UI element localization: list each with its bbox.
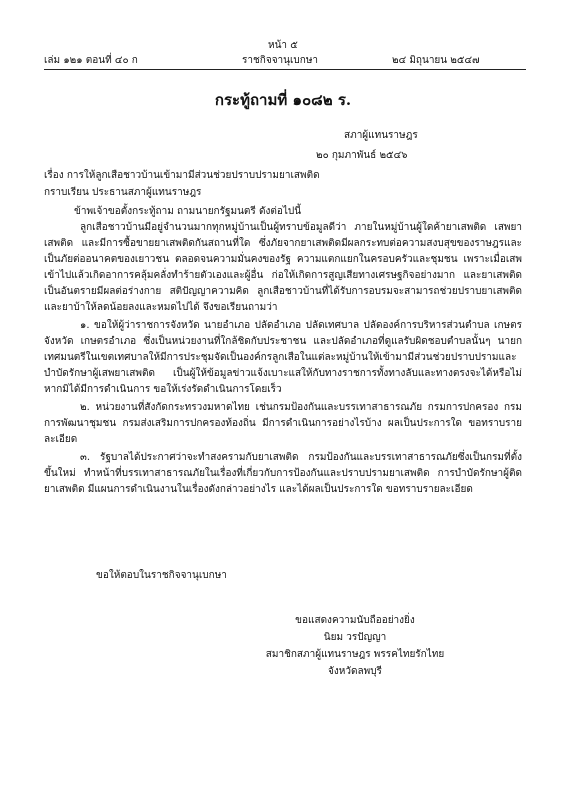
gazette-date: ๒๔ มิถุนายน ๒๕๔๗ <box>392 55 480 66</box>
body-paragraph: ๑. ขอให้ผู้ว่าราชการจังหวัด นายอำเภอ ปลัดอำเภอ ปลัดเทศบาล ปลัดองค์การบริหารส่วนตำบล เกษตรจังหวัด เกษตรอำเภอ ซึ่งเป็นหน่วยงานที่ใกล้ชิดกับประชาชน และปลัดอำเภอที่ดูแลรับผิดชอบตำบลนั้นๆ นายกเทศมนตรีในเขตเทศบาลให้มีการประชุมจัดเป็นองค์กรลูกเสือในแต่ละหมู่บ้านให้เข้ามามีส่วนช่วยปราบปรามและบำบัดรักษาผู้เสพยาเสพติด เป็นผู้ให้ข้อมูลข่าวแจ้งเบาะแสให้กับทางราชการทั้งทางลับและทางตรงจะได้หรือไม่ หากมิได้มีการดำเนินการ ขอให้เร่งรัดดำเนินการโดยเร็ว <box>44 320 522 395</box>
body-paragraph: ๒. หน่วยงานที่สังกัดกระทรวงมหาดไทย เช่นกรมป้องกันและบรรเทาสาธารณภัย กรมการปกครอง กรมการพัฒนาชุมชน กรมส่งเสริมการปกครองท้องถิ่น มีการดำเนินการอย่างไรบ้าง ผลเป็นประการใด ขอทราบรายละเอียด <box>44 402 522 445</box>
signer-position: สมาชิกสภาผู้แทนราษฎร พรรคไทยรักไทย <box>265 649 445 660</box>
addressee-house: สภาผู้แทนราษฎร <box>344 130 418 141</box>
closing-line <box>44 568 227 583</box>
signer-name: นิยม วรปัญญา <box>323 632 387 643</box>
gazette-name: ราชกิจจานุเบกษา <box>242 55 319 66</box>
subject-line: เรื่อง การให้ลูกเสือชาวบ้านเข้ามามีส่วนช่วยปราบปรามยาเสพติด <box>44 170 320 181</box>
intro-line: ข้าพเจ้าขอตั้งกระทู้ถาม ถามนายกรัฐมนตรี ดังต่อไปนี้ <box>74 206 302 217</box>
document-title: กระทู้ถามที่ ๑๐๘๒ ร. <box>214 91 352 109</box>
body-paragraph: ลูกเสือชาวบ้านมีอยู่จำนวนมากทุกหมู่บ้านเป็นผู้ทราบข้อมูลดีว่า ภายในหมู่บ้านผู้ใดค้ายาเสพติด เสพยาเสพติด และมีการซื้อขายยาเสพติดกันสถานที่ใด ซึ่งภัยจากยาเสพติดมีผลกระทบต่อความสงบสุขของราษฎรและเป็นภัยต่ออนาคตของเยาวชน ตลอดจนความมั่นคงของรัฐ ความแตกแยกในครอบครัวและชุมชน เพราะเมื่อเสพเข้าไปแล้วเกิดอาการคลุ้มคลั่งทำร้ายตัวเองและผู้อื่น ก่อให้เกิดการสูญเสียทางเศรษฐกิจอย่างมาก และยาเสพติดเป็นอันตรายมีผลต่อร่างกาย สติปัญญาความคิด ลูกเสือชาวบ้านที่ได้รับการอบรมจะสามารถช่วยปราบยาเสพติดและยาบ้าให้ลดน้อยลงและหมดไปได้ จึงขอเรียนถามว่า <box>44 222 522 313</box>
document-date: ๒๐ กุมภาพันธ์ ๒๕๔๖ <box>316 150 408 161</box>
page-number: หน้า ๕ <box>268 40 298 51</box>
closing-text: ขอให้ตอบในราชกิจจานุเบกษา <box>96 570 227 581</box>
volume-issue: เล่ม ๑๒๑ ตอนที่ ๔๐ ก <box>44 55 138 66</box>
respect-line: ขอแสดงความนับถืออย่างยิ่ง <box>295 615 415 626</box>
body-paragraph: ๓. รัฐบาลได้ประกาศว่าจะทำสงครามกับยาเสพติด กรมป้องกันและบรรเทาสาธารณภัยซึ่งเป็นกรมที่ตั้งขึ้นใหม่ ทำหน้าที่บรรเทาสาธารณภัยในเรื่องที่เกี่ยวกับการป้องกันและปราบปรามยาเสพติด การบำบัดรักษาผู้ติดยาเสพติด มีแผนการดำเนินงานในเรื่องดังกล่าวอย่างไร และได้ผลเป็นประการใด ขอทราบรายละเอียด <box>44 452 522 495</box>
signer-province: จังหวัดลพบุรี <box>328 666 382 677</box>
signature-block <box>250 612 460 680</box>
question-body <box>44 220 522 500</box>
header-divider <box>44 69 526 70</box>
salutation: กราบเรียน ประธานสภาผู้แทนราษฎร <box>44 187 202 198</box>
